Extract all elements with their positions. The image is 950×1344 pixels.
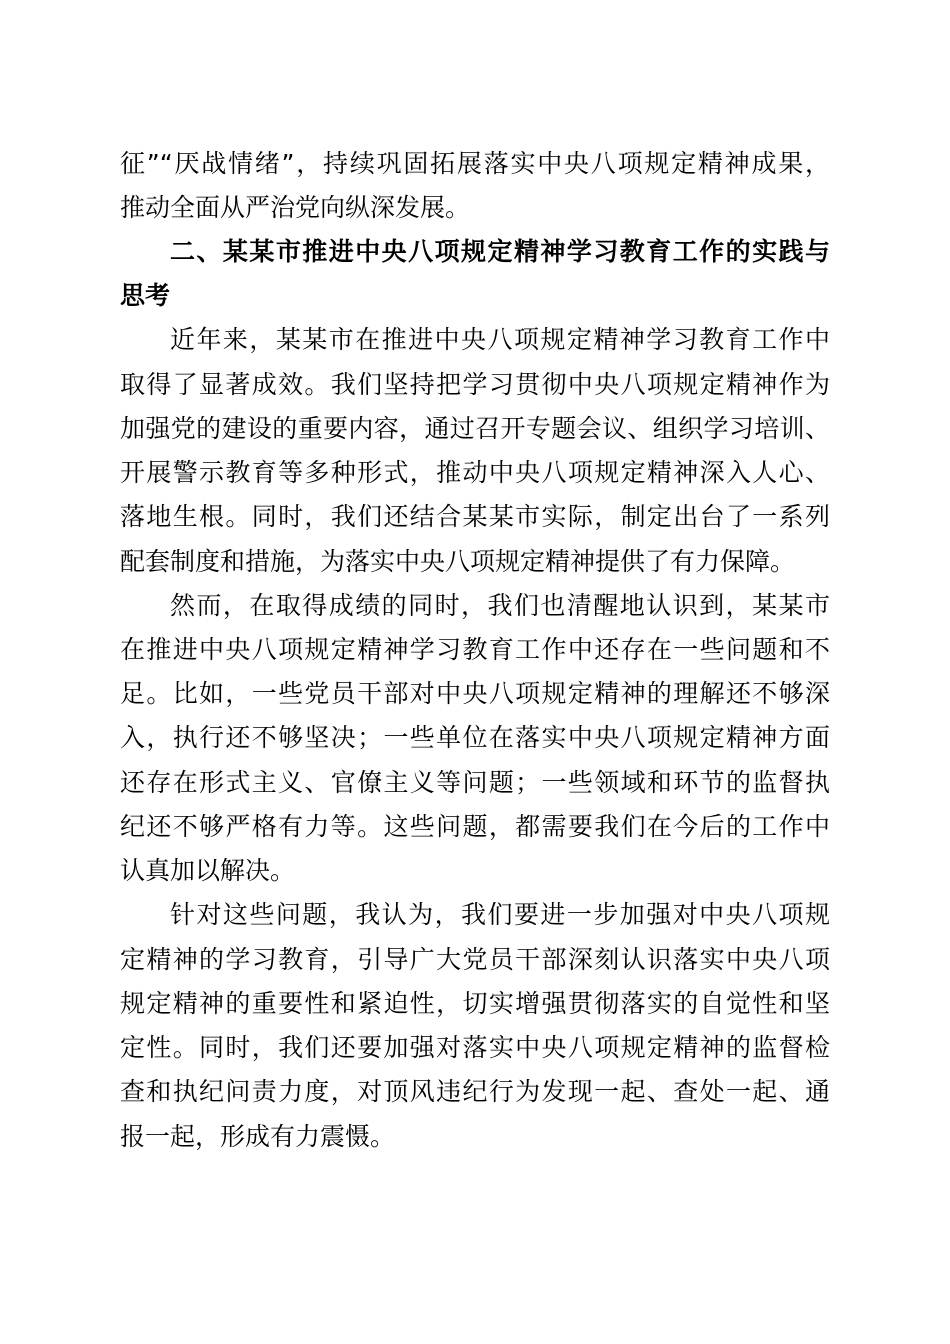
paragraph-line: 加强党的建设的重要内容，通过召开专题会议、组织学习培训、 xyxy=(120,414,830,443)
paragraph-line: 定性。同时，我们还要加强对落实中央八项规定精神的监督检 xyxy=(120,1033,830,1062)
paragraph-line: 查和执纪问责力度，对顶风违纪行为发现一起、查处一起、通 xyxy=(120,1077,830,1106)
paragraph-line: 取得了显著成效。我们坚持把学习贯彻中央八项规定精神作为 xyxy=(120,370,830,399)
paragraph-line: 规定精神的重要性和紧迫性，切实增强贯彻落实的自觉性和坚 xyxy=(120,989,830,1018)
paragraph-line: 报一起，形成有力震慑。 xyxy=(120,1122,396,1151)
paragraph-line: 入，执行还不够坚决；一些单位在落实中央八项规定精神方面 xyxy=(120,723,830,752)
paragraph-line: 征”“厌战情绪”，持续巩固拓展落实中央八项规定精神成果， xyxy=(120,149,830,178)
paragraph-line: 近年来，某某市在推进中央八项规定精神学习教育工作中 xyxy=(170,325,830,354)
paragraph-line: 推动全面从严治党向纵深发展。 xyxy=(120,193,471,222)
section-heading: 二、某某市推进中央八项规定精神学习教育工作的实践与 xyxy=(170,237,830,266)
paragraph-line: 配套制度和措施，为落实中央八项规定精神提供了有力保障。 xyxy=(120,547,796,576)
section-heading: 思考 xyxy=(120,281,171,310)
paragraph-line: 认真加以解决。 xyxy=(120,856,296,885)
paragraph-line: 开展警示教育等多种形式，推动中央八项规定精神深入人心、 xyxy=(120,458,830,487)
paragraph-line: 足。比如，一些党员干部对中央八项规定精神的理解还不够深 xyxy=(120,679,830,708)
paragraph-line: 然而，在取得成绩的同时，我们也清醒地认识到，某某市 xyxy=(170,591,830,620)
paragraph-line: 在推进中央八项规定精神学习教育工作中还存在一些问题和不 xyxy=(120,635,830,664)
paragraph-line: 纪还不够严格有力等。这些问题，都需要我们在今后的工作中 xyxy=(120,812,830,841)
paragraph-line: 还存在形式主义、官僚主义等问题；一些领域和环节的监督执 xyxy=(120,768,830,797)
paragraph-line: 定精神的学习教育，引导广大党员干部深刻认识落实中央八项 xyxy=(120,945,830,974)
paragraph-line: 落地生根。同时，我们还结合某某市实际，制定出台了一系列 xyxy=(120,502,830,531)
paragraph-line: 针对这些问题，我认为，我们要进一步加强对中央八项规 xyxy=(170,900,830,929)
